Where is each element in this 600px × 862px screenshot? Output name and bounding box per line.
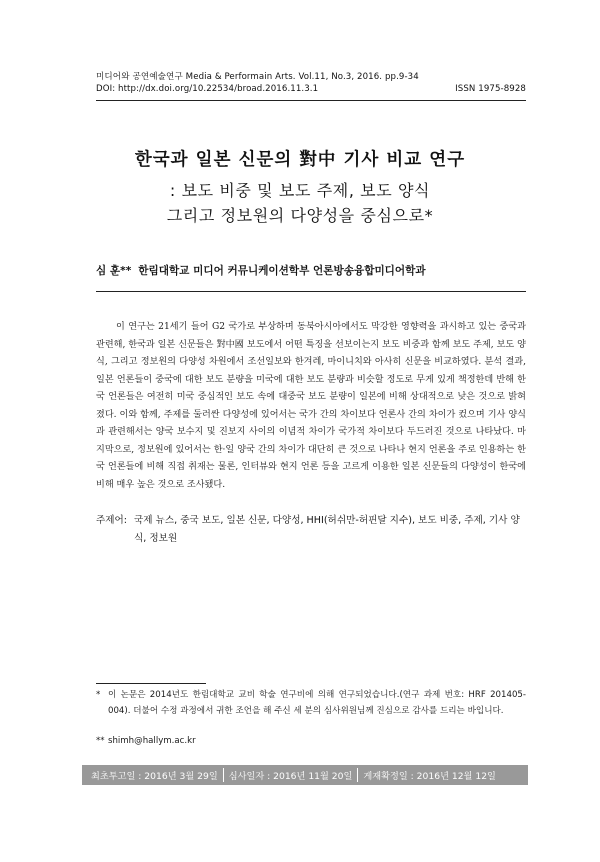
paper-title: 한국과 일본 신문의 對中 기사 비교 연구 xyxy=(134,150,466,170)
author-line xyxy=(96,263,426,278)
footnote-mark: ** xyxy=(96,736,105,746)
author-affiliation: 한림대학교 미디어 커뮤니케이션학부 언론방송융합미디어학과 xyxy=(138,265,426,277)
author-email[interactable]: shimh@hallym.ac.kr xyxy=(108,736,196,746)
author-name: 심 훈** xyxy=(96,265,132,277)
review-date: 심사일자 : 2016년 11월 20일 xyxy=(228,771,353,782)
keywords-label: 주제어: xyxy=(96,515,128,526)
author-divider xyxy=(96,291,526,292)
keywords xyxy=(96,512,526,548)
footnote-divider xyxy=(96,683,206,684)
doi-line xyxy=(96,84,526,94)
issn: ISSN 1975-8928 xyxy=(455,84,526,94)
header-divider xyxy=(96,100,526,101)
journal-citation: 미디어와 공연예술연구 Media & Performain Arts. Vol.11, No.3, 2016. pp.9-34 xyxy=(96,72,419,82)
doi-link[interactable]: DOI: http://dx.doi.org/10.22534/broad.2016.11.3.1 xyxy=(96,84,319,94)
keywords-text: 국제 뉴스, 중국 보도, 일본 신문, 다양성, HHI(허쉬만-허핀달 지수), 보도 비중, 주제, 기사 양식, 정보원 xyxy=(134,515,520,544)
received-date: 최초투고일 : 2016년 3월 29일 xyxy=(91,771,218,782)
footnote-mark: * xyxy=(96,690,101,700)
footnote-text: 이 논문은 2014년도 한림대학교 교비 학술 연구비에 의해 연구되었습니다.(연구 과제 번호: HRF 201405-004). 더불어 수정 과정에서 귀한 조언을 해 주신 세 분의 심사위원님께 진심으로 감사를 드리는 바입니다. xyxy=(108,690,526,716)
accepted-date: 게재확정일 : 2016년 12월 12일 xyxy=(363,771,496,782)
abstract: 이 연구는 21세기 들어 G2 국가로 부상하며 동북아시아에서도 막강한 영향력을 과시하고 있는 중국과 관련해, 한국과 일본 신문들은 對中國 보도에서 어떤 특징을 선보이는지 보도 비중과 함께 보도 주제, 보도 양식, 그리고 정보원의 다양성 차원에서 조선일보와 한겨레, 마이니치와 아사히 신문을 비교하였다. 분석 결과, 일본 언론들이 중국에 대한 보도 분량을 미국에 대한 보도 분량과 비슷할 정도로 무게 있게 책정한데 반해 한국 언론들은 여전히 미국 중심적인 보도 속에 대중국 보도 분량이 일본에 비해 상대적으로 낮은 것으로 밝혀졌다. 이와 함께, 주제를 둘러싼 다양성에 있어서는 국가 간의 차이보다 언론사 간의 차이가 컸으며 기사 양식과 관련해서는 양국 보수지 및 진보지 사이의 이념적 차이가 국가적 차이보다 두드러진 것으로 나타났다. 마지막으로, 정보원에 있어서는 한·일 양국 간의 차이가 대단히 큰 것으로 나타나 현지 언론을 주로 인용하는 한국 언론들에 비해 직접 취재는 물론, 인터뷰와 현지 언론 등을 고르게 이용한 일본 신문들의 다양성이 한국에 비해 매우 높은 것으로 조사됐다. xyxy=(96,322,526,490)
paper-subtitle-line2: 그리고 정보원의 다양성을 중심으로* xyxy=(166,206,434,225)
footnote-email xyxy=(96,734,526,750)
footnote-funding xyxy=(96,688,526,719)
submission-dates-bar xyxy=(82,765,528,785)
paper-subtitle-line1: : 보도 비중 및 보도 주제, 보도 양식 xyxy=(169,181,431,200)
